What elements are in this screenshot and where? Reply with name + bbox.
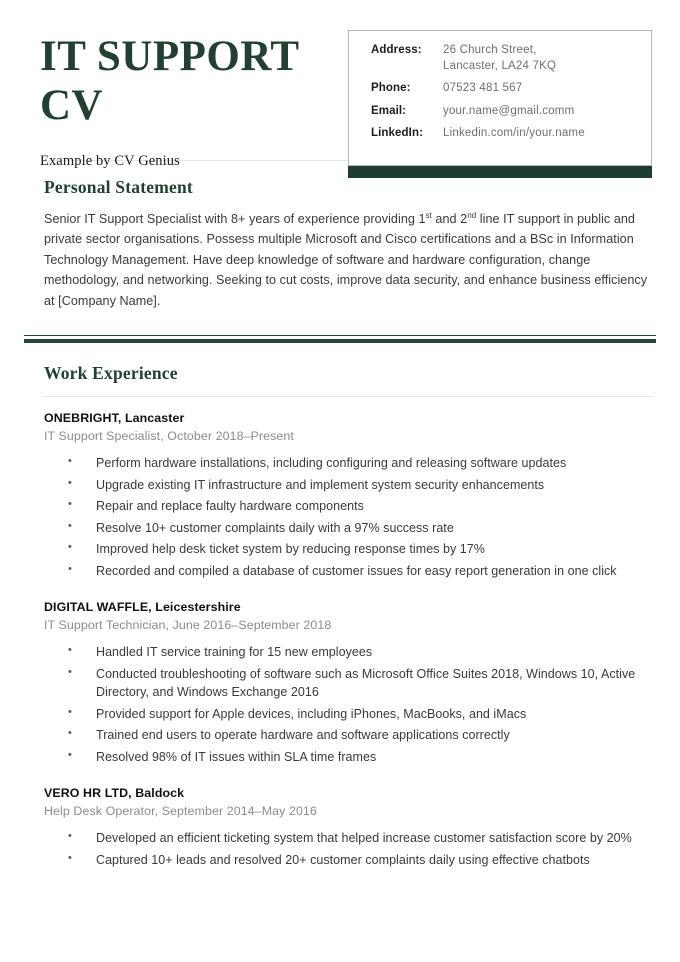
- contact-table: [371, 43, 635, 149]
- statement-part-1: Senior IT Support Specialist with 8+ years of experience providing 1: [44, 212, 426, 226]
- contact-value-email[interactable]: your.name@gmail.comm: [443, 104, 575, 117]
- contact-label-address: Address:: [371, 44, 422, 56]
- page-subtitle: Example by CV Genius: [40, 152, 180, 169]
- statement-part-3: line IT support in public and private sector organisations. Possess multiple Microsoft and Cisco certifications and a BSc in Information Technology Management. Have deep knowledge of software and hardware configuration, change methodology, and networking. Seeking to cut costs, improve data security, and enhance business efficiency at [Company Name].: [44, 212, 648, 308]
- job-bullet: • Upgrade existing IT infrastructure and implement system security enhancements: [68, 476, 652, 495]
- contact-row-address: [371, 43, 635, 81]
- divider-line-thick: [24, 339, 656, 343]
- job-bullet: • Recorded and compiled a database of customer issues for easy report generation in one click: [68, 562, 652, 581]
- job-bullet: • Resolved 98% of IT issues within SLA time frames: [68, 748, 652, 767]
- divider-double-rule: [24, 331, 656, 344]
- contact-value-linkedin[interactable]: Linkedin.com/in/your.name: [443, 127, 585, 140]
- header-title-block: [40, 30, 340, 170]
- job-company: DIGITAL WAFFLE, Leicestershire: [44, 600, 241, 615]
- statement-sup-1: st: [425, 210, 432, 220]
- job-company: ONEBRIGHT, Lancaster: [44, 411, 185, 426]
- contact-row-phone: [371, 81, 635, 104]
- job-entry: [44, 786, 652, 869]
- personal-statement-heading: Personal Statement: [44, 177, 193, 197]
- contact-value-address: [443, 43, 635, 81]
- job-entry: [44, 600, 652, 766]
- job-title: Help Desk Operator, September 2014–May 2016: [44, 804, 317, 819]
- statement-sup-2: nd: [467, 210, 477, 220]
- contact-value-phone: 07523 481 567: [443, 82, 523, 95]
- address-line-1: 26 Church Street,: [443, 44, 537, 56]
- work-experience-heading-rule: [44, 396, 652, 397]
- contact-table-body: [371, 43, 635, 149]
- job-bullet: • Conducted troubleshooting of software such as Microsoft Office Suites 2018, Windows 10, Active Directory, and Windows Exchange 2016: [68, 665, 652, 702]
- job-bullet: • Repair and replace faulty hardware components: [68, 497, 652, 516]
- work-experience-heading: Work Experience: [44, 363, 178, 384]
- job-bullet-list: [44, 454, 652, 580]
- job-company: VERO HR LTD, Baldock: [44, 786, 185, 801]
- job-title: IT Support Specialist, October 2018–Present: [44, 429, 294, 444]
- contact-label-phone: Phone:: [371, 82, 411, 95]
- contact-info-box: [348, 30, 652, 166]
- job-bullet: • Improved help desk ticket system by reducing response times by 17%: [68, 540, 652, 559]
- contact-row-email: [371, 104, 635, 127]
- statement-part-2: and 2: [431, 212, 468, 226]
- job-entry: [44, 411, 652, 580]
- job-bullet: • Handled IT service training for 15 new employees: [68, 643, 652, 662]
- contact-accent-bar: [348, 166, 652, 178]
- contact-row-linkedin: [371, 126, 635, 149]
- job-bullet: • Perform hardware installations, including configuring and releasing software updates: [68, 454, 652, 473]
- personal-statement-section: [0, 177, 680, 311]
- cv-header: [0, 0, 680, 169]
- job-title: IT Support Technician, June 2016–September 2018: [44, 618, 332, 633]
- page-title: IT SUPPORT CV: [40, 33, 299, 130]
- personal-statement-body: [44, 209, 652, 311]
- job-bullet: • Captured 10+ leads and resolved 20+ customer complaints daily using effective chatbots: [68, 851, 652, 870]
- job-bullet: • Resolve 10+ customer complaints daily with a 97% success rate: [68, 519, 652, 538]
- job-bullet: • Developed an efficient ticketing system that helped increase customer satisfaction score by 20%: [68, 829, 652, 848]
- job-bullet-list: [44, 829, 652, 869]
- address-line-2: Lancaster, LA24 7KQ: [443, 59, 557, 72]
- job-bullet: • Trained end users to operate hardware and software applications correctly: [68, 726, 652, 745]
- contact-label-email: Email:: [371, 104, 407, 117]
- job-bullet: • Provided support for Apple devices, including iPhones, MacBooks, and iMacs: [68, 705, 652, 724]
- contact-block: [348, 30, 652, 178]
- work-experience-section: [0, 363, 680, 869]
- contact-label-linkedin: LinkedIn:: [371, 127, 424, 140]
- job-bullet-list: [44, 643, 652, 766]
